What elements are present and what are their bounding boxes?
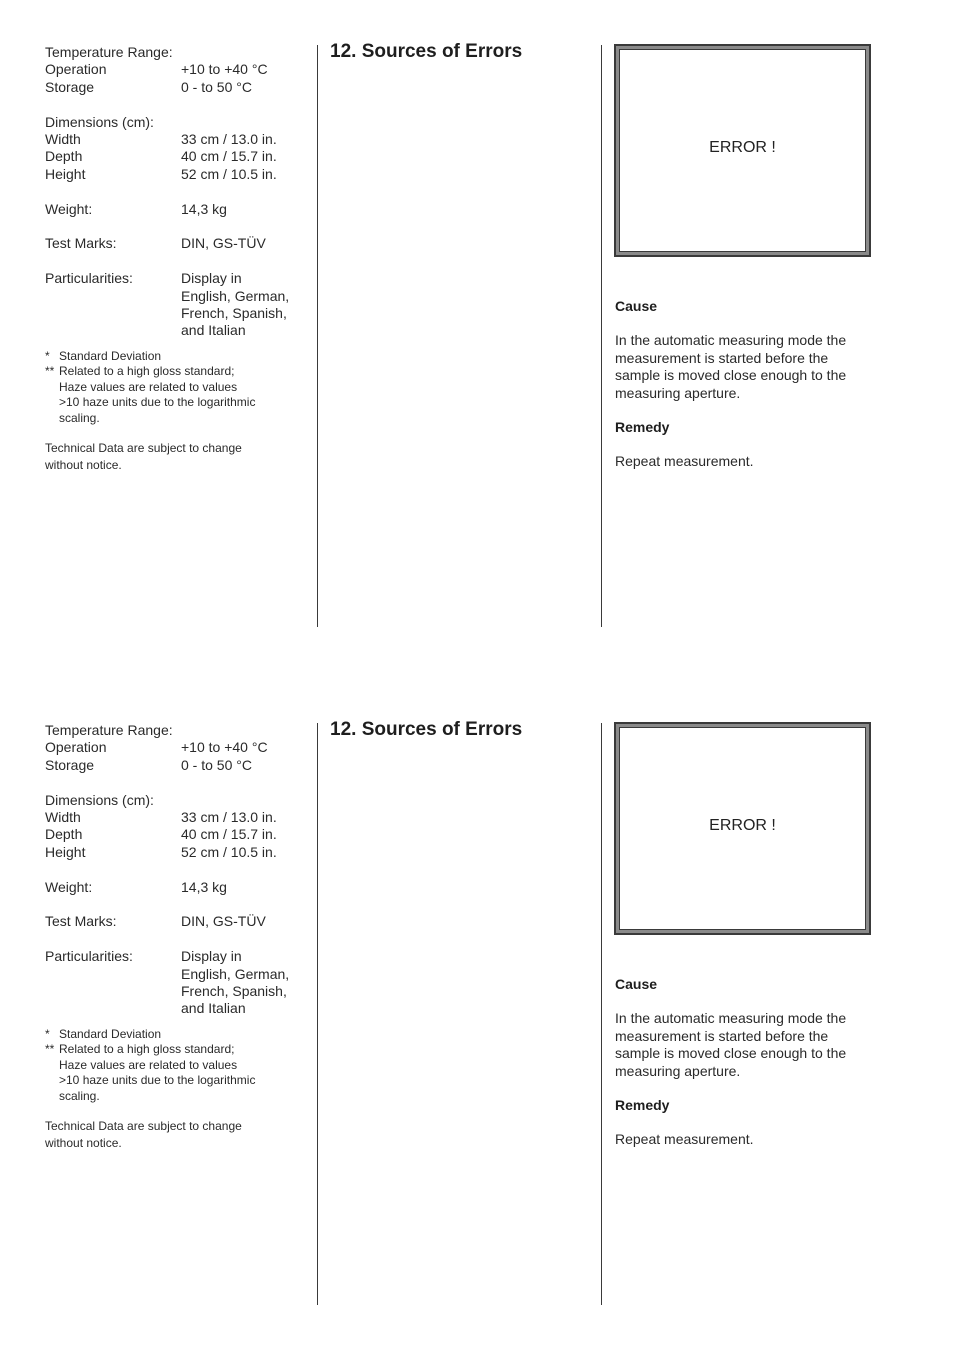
error-explanation	[615, 976, 863, 1166]
note-text	[59, 1042, 255, 1104]
cause-heading: Cause	[615, 298, 658, 314]
dimensions-label: Dimensions (cm):	[45, 791, 154, 808]
error-message: ERROR !	[709, 139, 776, 156]
note-line: Haze values are related to values	[59, 379, 238, 394]
spec-row-storage	[45, 79, 310, 96]
storage-value: 0 - to 50 °C	[181, 756, 252, 773]
depth-value: 40 cm / 15.7 in.	[181, 148, 277, 165]
cause-heading: Cause	[615, 976, 658, 992]
spec-row-height	[45, 166, 310, 183]
spec-row-weight	[45, 201, 310, 218]
technical-specs	[45, 722, 310, 1151]
page-panel-top	[0, 0, 954, 620]
height-value: 52 cm / 10.5 in.	[181, 165, 277, 182]
remedy-text: Repeat measurement.	[615, 453, 754, 470]
note-high-gloss	[45, 1042, 310, 1104]
operation-label: Operation	[45, 61, 107, 78]
particularities-line: Display in	[181, 948, 242, 965]
height-label: Height	[45, 165, 86, 182]
depth-label: Depth	[45, 826, 83, 843]
particularities-line: Display in	[181, 270, 242, 287]
cause-text: In the automatic measuring mode the measurement is started before the sample is moved close enough to the measuring aperture.	[615, 332, 847, 401]
weight-label: Weight:	[45, 878, 93, 895]
cause-text: In the automatic measuring mode the measurement is started before the sample is moved close enough to the measuring aperture.	[615, 1010, 847, 1079]
note-line: >10 haze units due to the logarithmic	[59, 1073, 256, 1088]
particularities-line: and Italian	[181, 322, 246, 339]
operation-label: Operation	[45, 739, 107, 756]
test-marks-label: Test Marks:	[45, 235, 117, 252]
display-screen-inner	[619, 49, 866, 252]
error-explanation	[615, 298, 863, 488]
technical-data-notice: Technical Data are subject to change without notice.	[45, 441, 242, 472]
spec-row-test-marks	[45, 913, 310, 930]
test-marks-value: DIN, GS-TÜV	[181, 235, 266, 252]
spec-row-storage	[45, 757, 310, 774]
note-marker: *	[45, 348, 50, 363]
note-text: Standard Deviation	[59, 1026, 162, 1041]
depth-value: 40 cm / 15.7 in.	[181, 826, 277, 843]
spec-row-operation	[45, 739, 310, 756]
depth-label: Depth	[45, 148, 83, 165]
test-marks-label: Test Marks:	[45, 913, 117, 930]
particularities-line: French, Spanish,	[181, 983, 287, 1000]
spec-row-height	[45, 844, 310, 861]
particularities-line: English, German,	[181, 965, 290, 982]
note-line: Haze values are related to values	[59, 1057, 238, 1072]
temperature-range-label: Temperature Range:	[45, 44, 173, 60]
note-line: >10 haze units due to the logarithmic	[59, 395, 256, 410]
spec-row-depth	[45, 826, 310, 843]
particularities-line: and Italian	[181, 1000, 246, 1017]
display-screen-inner	[619, 727, 866, 930]
note-line: Related to a high gloss standard;	[59, 1042, 235, 1057]
spec-row-depth	[45, 148, 310, 165]
note-standard-deviation	[45, 1027, 310, 1043]
page-panel-bottom	[0, 678, 954, 1298]
weight-label: Weight:	[45, 200, 93, 217]
note-standard-deviation	[45, 349, 310, 365]
note-high-gloss	[45, 364, 310, 426]
column-divider	[317, 723, 318, 1305]
width-value: 33 cm / 13.0 in.	[181, 131, 277, 148]
particularities-line: English, German,	[181, 287, 290, 304]
technical-data-notice: Technical Data are subject to change without notice.	[45, 1119, 242, 1150]
weight-value: 14,3 kg	[181, 200, 227, 217]
note-text	[59, 364, 255, 426]
spec-row-width	[45, 131, 310, 148]
error-message: ERROR !	[709, 817, 776, 834]
note-line: scaling.	[59, 1088, 100, 1103]
storage-value: 0 - to 50 °C	[181, 78, 252, 95]
note-marker: **	[45, 1042, 55, 1057]
spec-row-width	[45, 809, 310, 826]
width-label: Width	[45, 809, 81, 826]
temperature-range-label: Temperature Range:	[45, 722, 173, 738]
section-heading: 12. Sources of Errors	[330, 41, 523, 62]
note-marker: **	[45, 364, 55, 379]
spec-row-particularities	[45, 948, 310, 1018]
display-screen	[614, 722, 871, 935]
note-marker: *	[45, 1026, 50, 1041]
footnotes	[45, 1027, 310, 1105]
operation-value: +10 to +40 °C	[181, 739, 268, 756]
particularities-value	[181, 270, 310, 340]
spec-row-particularities	[45, 270, 310, 340]
test-marks-value: DIN, GS-TÜV	[181, 913, 266, 930]
remedy-heading: Remedy	[615, 1097, 670, 1114]
column-divider	[601, 723, 602, 1305]
width-label: Width	[45, 131, 81, 148]
dimensions-label: Dimensions (cm):	[45, 113, 154, 130]
storage-label: Storage	[45, 78, 95, 95]
remedy-heading: Remedy	[615, 419, 670, 436]
technical-specs	[45, 44, 310, 473]
particularities-label: Particularities:	[45, 948, 133, 965]
particularities-value	[181, 948, 310, 1018]
height-label: Height	[45, 843, 86, 860]
display-screen	[614, 44, 871, 257]
particularities-line: French, Spanish,	[181, 305, 287, 322]
note-line: Related to a high gloss standard;	[59, 364, 235, 379]
storage-label: Storage	[45, 756, 95, 773]
column-divider	[601, 45, 602, 627]
note-text: Standard Deviation	[59, 348, 162, 363]
remedy-text: Repeat measurement.	[615, 1131, 754, 1148]
width-value: 33 cm / 13.0 in.	[181, 809, 277, 826]
spec-row-operation	[45, 61, 310, 78]
note-line: scaling.	[59, 410, 100, 425]
section-heading: 12. Sources of Errors	[330, 719, 523, 740]
operation-value: +10 to +40 °C	[181, 61, 268, 78]
particularities-label: Particularities:	[45, 270, 133, 287]
column-divider	[317, 45, 318, 627]
spec-row-test-marks	[45, 235, 310, 252]
spec-row-weight	[45, 879, 310, 896]
weight-value: 14,3 kg	[181, 878, 227, 895]
footnotes	[45, 349, 310, 427]
height-value: 52 cm / 10.5 in.	[181, 843, 277, 860]
